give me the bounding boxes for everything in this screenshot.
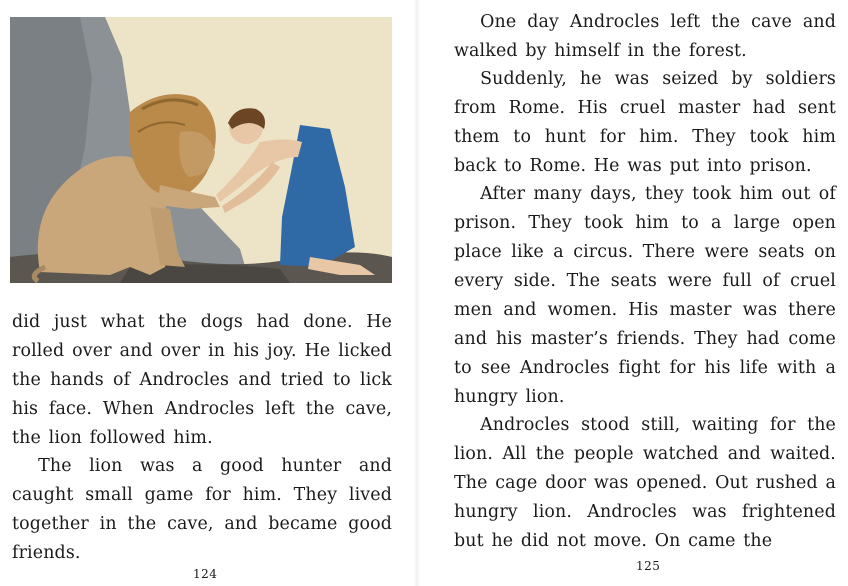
right-page-text [454, 8, 836, 556]
book-spine [414, 0, 420, 586]
lion-and-androcles-illustration [10, 17, 392, 283]
paragraph: One day Androcles left the cave and walked by himself in the forest. [454, 12, 836, 61]
page-number-right: 125 [636, 559, 661, 573]
left-page-text [12, 308, 392, 568]
paragraph: Androcles stood still, waiting for the lion. All the people watched and waited. The cage door was opened. Out rushed a hungry lion. Androcles was frightened but he did not move. On came the [454, 415, 836, 551]
paragraph: Suddenly, he was seized by soldiers from Rome. His cruel master had sent them to hunt for him. They took him back to Rome. He was put into prison. [454, 69, 836, 176]
paragraph: After many days, they took him out of prison. They took him to a large open place like a circus. There were seats on every side. The seats were full of cruel men and women. His master was there and his master’s friends. They had come to see Androcles fight for his life with a hungry lion. [454, 184, 836, 407]
illustration-art [10, 17, 392, 283]
paragraph: The lion was a good hunter and caught small game for him. They lived together in the cave, and became good friends. [12, 456, 392, 563]
left-page [0, 0, 410, 586]
page-number-left: 124 [193, 567, 218, 581]
paragraph: did just what the dogs had done. He rolled over and over in his joy. He licked the hands of Androcles and tried to lick his face. When Androcles left the cave, the lion followed him. [12, 312, 392, 448]
